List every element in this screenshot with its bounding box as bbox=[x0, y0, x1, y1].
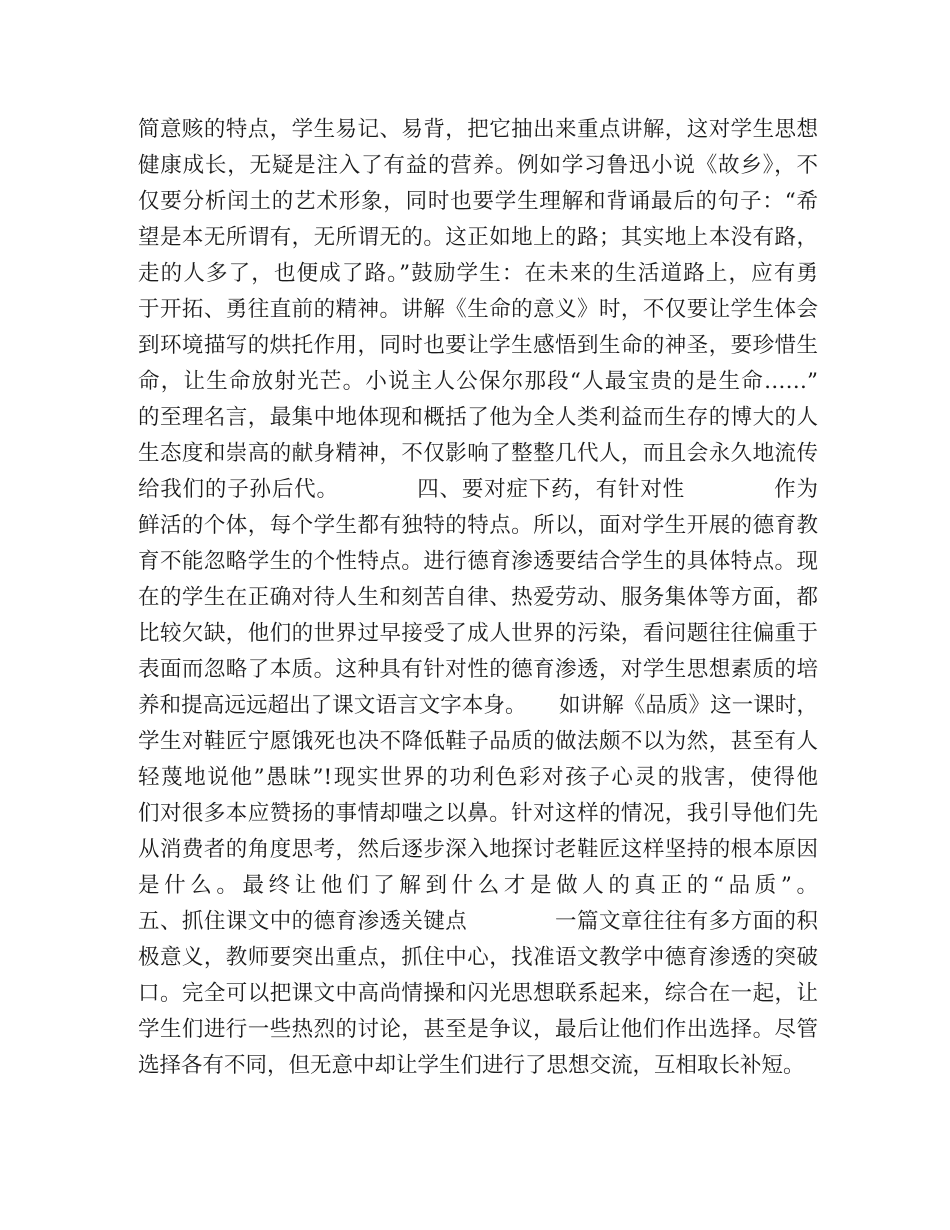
text-line: 望是本无所谓有，无所谓无的。这正如地上的路；其实地上本没有路， bbox=[138, 225, 818, 250]
text-line: 的至理名言，最集中地体现和概括了他为全人类利益而生存的博大的人 bbox=[138, 405, 818, 430]
text-line: 鲜活的个体，每个学生都有独特的特点。所以，面对学生开展的德育教 bbox=[138, 513, 818, 538]
text-line: 选择各有不同，但无意中却让学生们进行了思想交流，互相取长补短。 bbox=[138, 1053, 805, 1078]
text-line: 们对很多本应赞扬的事情却嗤之以鼻。针对这样的情况，我引导他们先 bbox=[138, 801, 818, 826]
text-line: 在的学生在正确对待人生和刻苦自律、热爱劳动、服务集体等方面，都 bbox=[138, 585, 818, 610]
text-line: 简意赅的特点，学生易记、易背，把它抽出来重点讲解，这对学生思想 bbox=[138, 117, 818, 142]
text-line: 学生们进行一些热烈的讨论，甚至是争议，最后让他们作出选择。尽管 bbox=[138, 1017, 818, 1042]
text-line: 轻蔑地说他”愚昧”!现实世界的功利色彩对孩子心灵的戕害，使得他 bbox=[138, 765, 818, 790]
body-text bbox=[138, 112, 818, 1084]
text-line: 生态度和崇高的献身精神，不仅影响了整整几代人，而且会永久地流传 bbox=[138, 441, 818, 466]
text-line: 走的人多了，也便成了路。”鼓励学生：在未来的生活道路上，应有勇 bbox=[138, 261, 818, 286]
text-line: 育不能忽略学生的个性特点。进行德育渗透要结合学生的具体特点。现 bbox=[138, 549, 818, 574]
text-line: 比较欠缺，他们的世界过早接受了成人世界的污染，看问题往往偏重于 bbox=[138, 621, 818, 646]
text-line: 表面而忽略了本质。这种具有针对性的德育渗透，对学生思想素质的培 bbox=[138, 657, 818, 682]
text-line: 养和提高远远超出了课文语言文字本身。 如讲解《品质》这一课时， bbox=[138, 693, 818, 718]
text-line: 五、抓住课文中的德育渗透关键点 一篇文章往往有多方面的积 bbox=[138, 909, 818, 934]
text-line: 是什么。最终让他们了解到什么才是做人的真正的“品质”。 bbox=[138, 873, 818, 898]
text-line: 命，让生命放射光芒。小说主人公保尔那段“人最宝贵的是生命……” bbox=[138, 369, 818, 394]
text-line: 学生对鞋匠宁愿饿死也决不降低鞋子品质的做法颇不以为然，甚至有人 bbox=[138, 729, 818, 754]
text-line: 极意义，教师要突出重点，抓住中心，找准语文教学中德育渗透的突破 bbox=[138, 945, 818, 970]
text-line: 于开拓、勇往直前的精神。讲解《生命的意义》时，不仅要让学生体会 bbox=[138, 297, 818, 322]
text-line: 给我们的子孙后代。 四、要对症下药，有针对性 作为 bbox=[138, 477, 818, 502]
text-line: 健康成长，无疑是注入了有益的营养。例如学习鲁迅小说《故乡》，不 bbox=[138, 153, 818, 178]
text-line: 仅要分析闰土的艺术形象，同时也要学生理解和背诵最后的句子：“希 bbox=[138, 189, 818, 214]
text-line: 从消费者的角度思考，然后逐步深入地探讨老鞋匠这样坚持的根本原因 bbox=[138, 837, 818, 862]
text-line: 到环境描写的烘托作用，同时也要让学生感悟到生命的神圣，要珍惜生 bbox=[138, 333, 818, 358]
text-line: 口。完全可以把课文中高尚情操和闪光思想联系起来，综合在一起，让 bbox=[138, 981, 818, 1006]
